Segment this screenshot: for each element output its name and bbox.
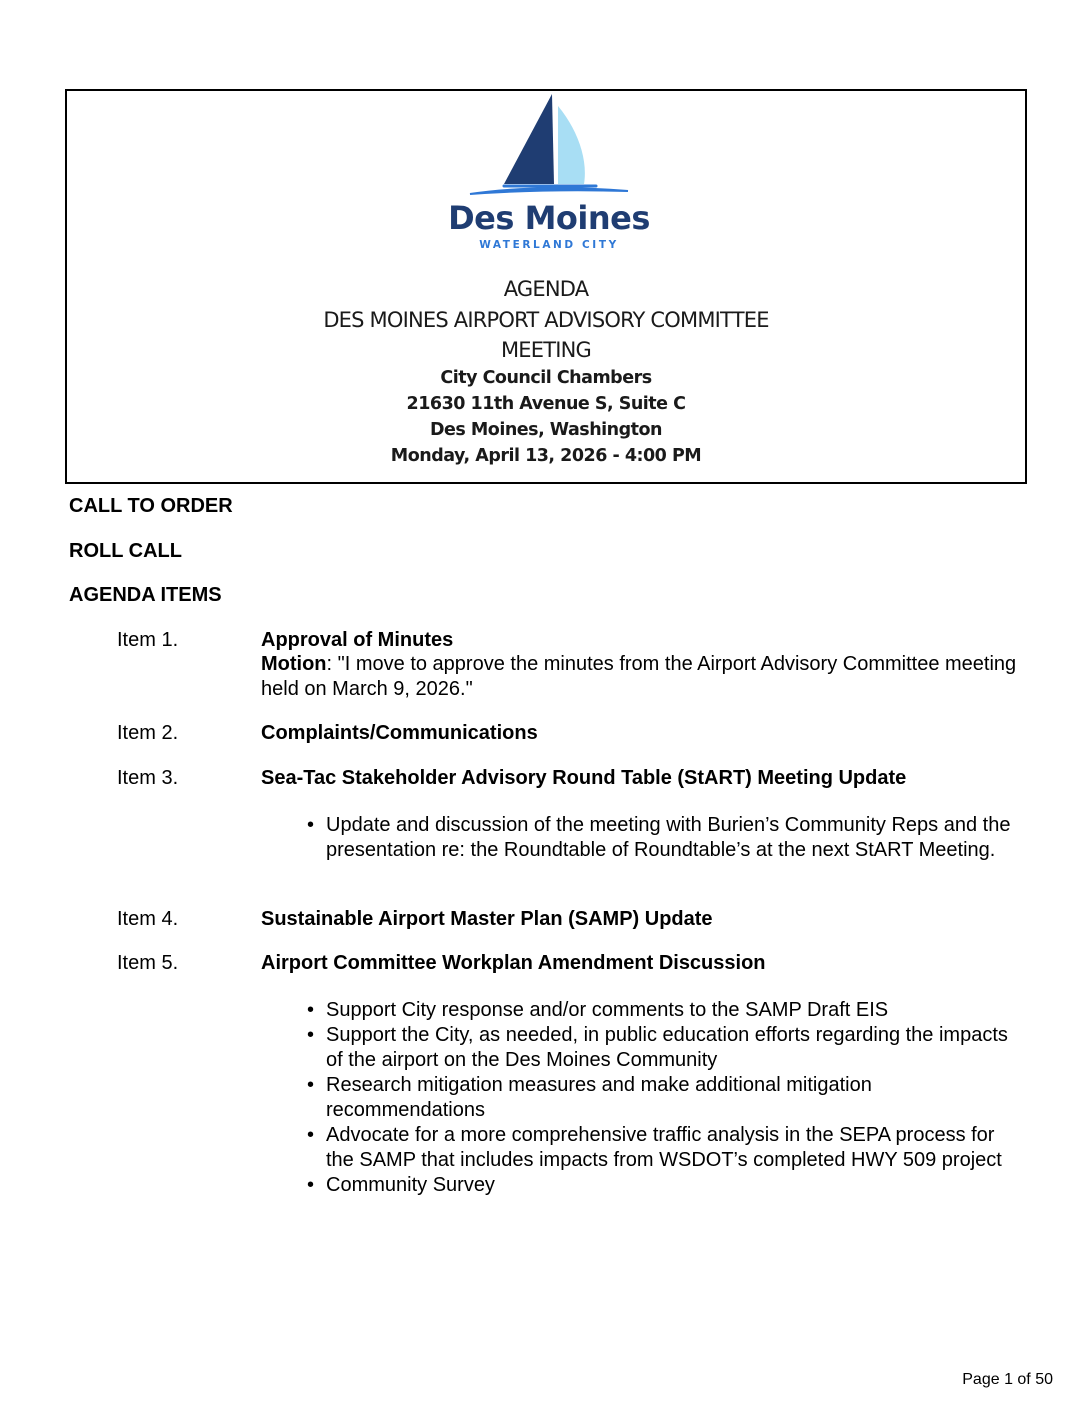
meeting-city: Des Moines, Washington (429, 420, 663, 440)
bullet-text: Advocate for a more comprehensive traffic analysis in the SEPA process for the SAMP that includes impacts from WSDOT’s completed HWY 509 project (326, 1124, 1002, 1171)
item-4-title: Sustainable Airport Master Plan (SAMP) Update (261, 908, 713, 930)
page-number: Page 1 of 50 (962, 1371, 1053, 1388)
bullet-icon: • (307, 999, 315, 1021)
bullet-icon: • (307, 1174, 315, 1196)
agenda-items-heading: AGENDA ITEMS (69, 584, 222, 606)
city-logo (444, 92, 654, 254)
sailboat-logo-icon (466, 92, 632, 196)
item-5-title: Airport Committee Workplan Amendment Discussion (261, 952, 766, 974)
agenda-title: AGENDA (503, 277, 589, 301)
item-2-title: Complaints/Communications (261, 722, 538, 744)
list-item (305, 813, 1027, 863)
bullet-icon: • (307, 1074, 315, 1096)
bullet-text: Support the City, as needed, in public education efforts regarding the impacts of the airport on the Des Moines Community (326, 1024, 1008, 1071)
item-3-title: Sea-Tac Stakeholder Advisory Round Table (StART) Meeting Update (261, 767, 907, 789)
meeting-datetime: Monday, April 13, 2026 - 4:00 PM (390, 446, 702, 466)
committee-title: DES MOINES AIRPORT ADVISORY COMMITTEE (323, 308, 769, 332)
bullet-text: Update and discussion of the meeting with Burien’s Community Reps and the presentation re: the Roundtable of Roundtable’s at the next StART Meeting. (326, 814, 1011, 861)
item-1-label: Item 1. (117, 629, 179, 651)
bullet-text: Community Survey (326, 1174, 495, 1196)
item-5-label: Item 5. (117, 952, 179, 974)
list-item (305, 1173, 1015, 1198)
item-4-label: Item 4. (117, 908, 179, 930)
item-3-bullet-list (305, 813, 1027, 863)
roll-call-heading: ROLL CALL (69, 540, 182, 562)
item-1-motion (261, 652, 1021, 702)
bullet-icon: • (307, 814, 315, 836)
list-item (305, 1073, 1015, 1123)
bullet-icon: • (307, 1124, 315, 1146)
item-5-bullet-list (305, 998, 1015, 1198)
meeting-title: MEETING (500, 338, 592, 362)
motion-label: Motion (261, 653, 327, 675)
item-1-title: Approval of Minutes (261, 629, 454, 651)
bullet-text: Research mitigation measures and make additional mitigation recommendations (326, 1074, 872, 1121)
logo-name: Des Moines (448, 199, 650, 237)
list-item (305, 998, 1015, 1023)
call-to-order-heading: CALL TO ORDER (69, 495, 233, 517)
item-2-label: Item 2. (117, 722, 179, 744)
bullet-text: Support City response and/or comments to the SAMP Draft EIS (326, 999, 889, 1021)
item-3-label: Item 3. (117, 767, 179, 789)
meeting-location: City Council Chambers (440, 368, 652, 388)
list-item (305, 1023, 1015, 1073)
list-item (305, 1123, 1015, 1173)
meeting-address: 21630 11th Avenue S, Suite C (406, 394, 686, 414)
logo-tagline: WATERLAND CITY (479, 239, 619, 251)
motion-text: : "I move to approve the minutes from the Airport Advisory Committee meeting held on March 9, 2026." (261, 653, 1017, 700)
bullet-icon: • (307, 1024, 315, 1046)
